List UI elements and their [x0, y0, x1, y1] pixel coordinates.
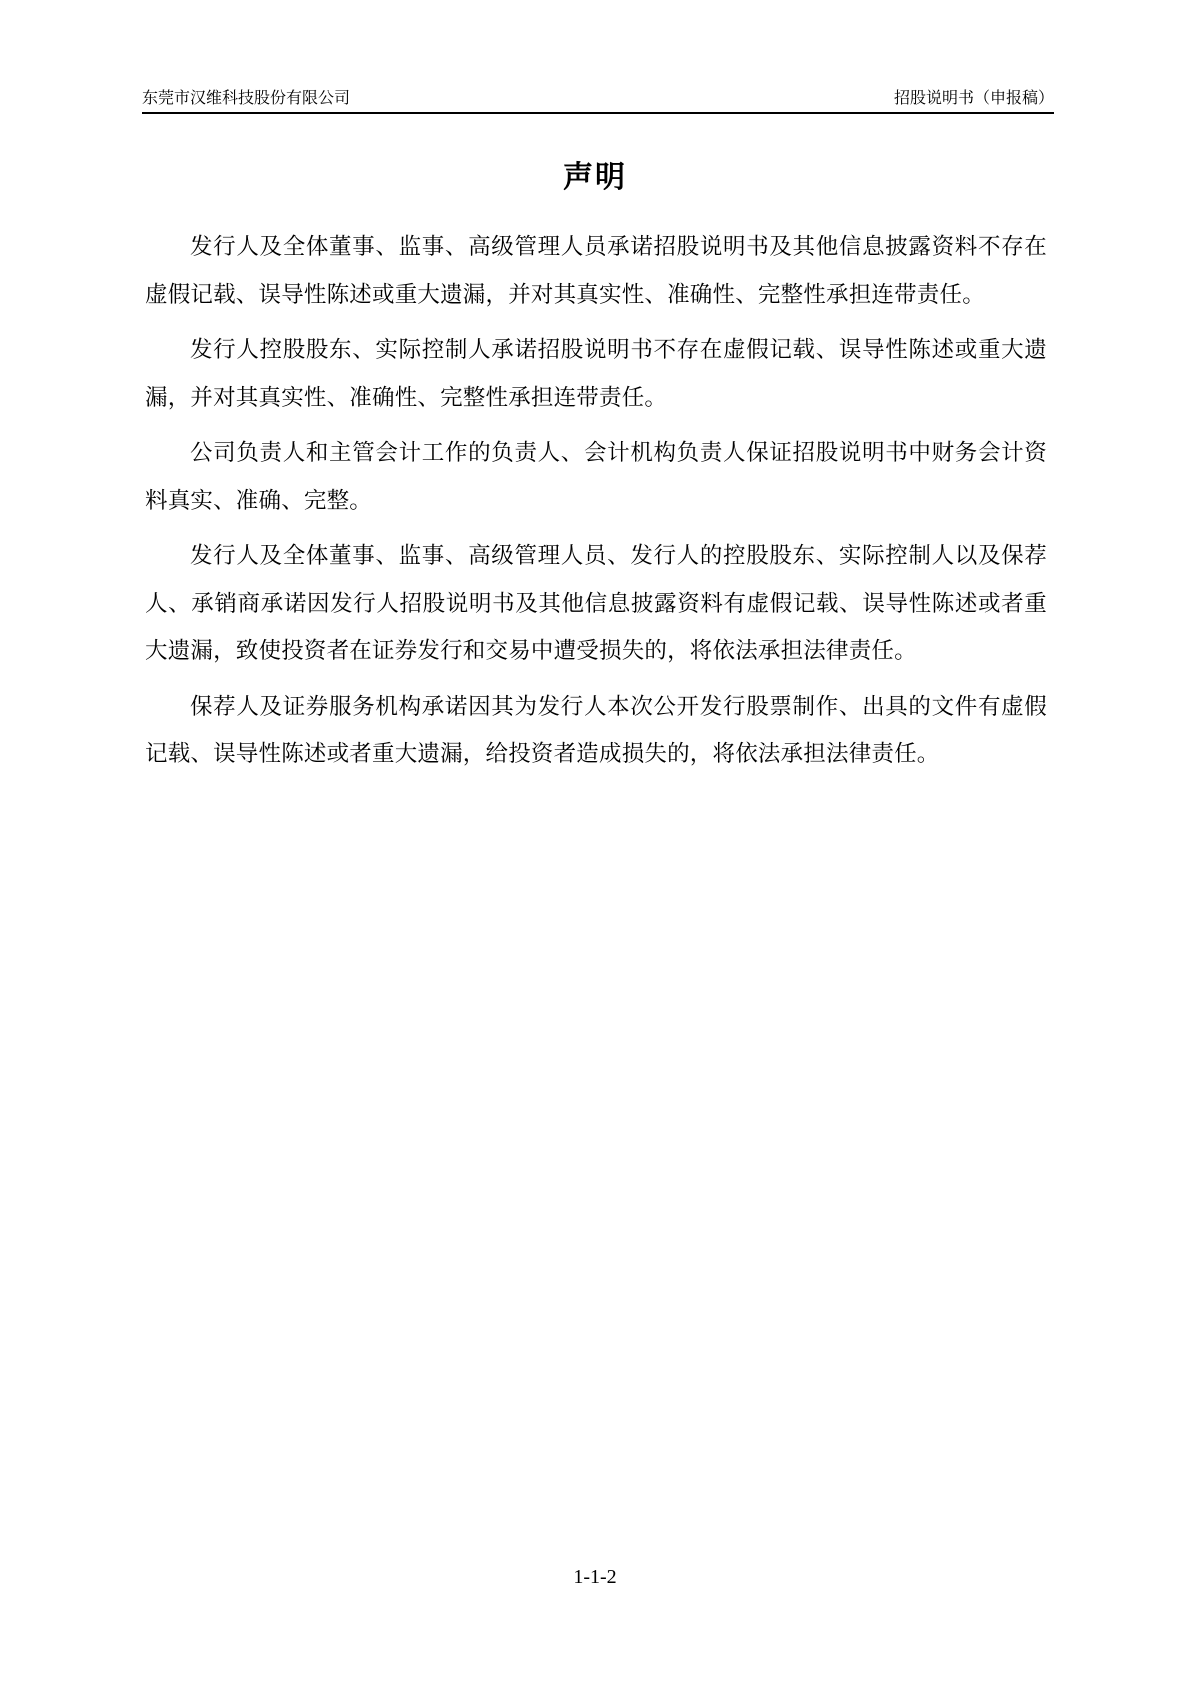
page-title: 声明 — [563, 160, 627, 195]
header-company-name: 东莞市汉维科技股份有限公司 — [142, 88, 351, 107]
declaration-paragraph-2: 发行人控股股东、实际控制人承诺招股说明书不存在虚假记载、误导性陈述或重大遗漏，并对其真实性、准确性、完整性承担连带责任。 — [145, 337, 1047, 411]
declaration-paragraph-3: 公司负责人和主管会计工作的负责人、会计机构负责人保证招股说明书中财务会计资料真实、准确、完整。 — [145, 440, 1047, 514]
declaration-paragraph-5: 保荐人及证券服务机构承诺因其为发行人本次公开发行股票制作、出具的文件有虚假记载、误导性陈述或者重大遗漏，给投资者造成损失的，将依法承担法律责任。 — [145, 693, 1047, 767]
declaration-paragraph-4: 发行人及全体董事、监事、高级管理人员、发行人的控股股东、实际控制人以及保荐人、承销商承诺因发行人招股说明书及其他信息披露资料有虚假记载、误导性陈述或者重大遗漏，致使投资者在证券发行和交易中遭受损失的，将依法承担法律责任。 — [145, 543, 1047, 664]
declaration-paragraph-1: 发行人及全体董事、监事、高级管理人员承诺招股说明书及其他信息披露资料不存在虚假记载、误导性陈述或重大遗漏，并对其真实性、准确性、完整性承担连带责任。 — [145, 234, 1047, 308]
header-document-type: 招股说明书（申报稿） — [893, 88, 1054, 107]
declaration-body — [145, 224, 1047, 787]
page-number: 1-1-2 — [573, 1566, 617, 1588]
page-header — [142, 84, 1054, 114]
